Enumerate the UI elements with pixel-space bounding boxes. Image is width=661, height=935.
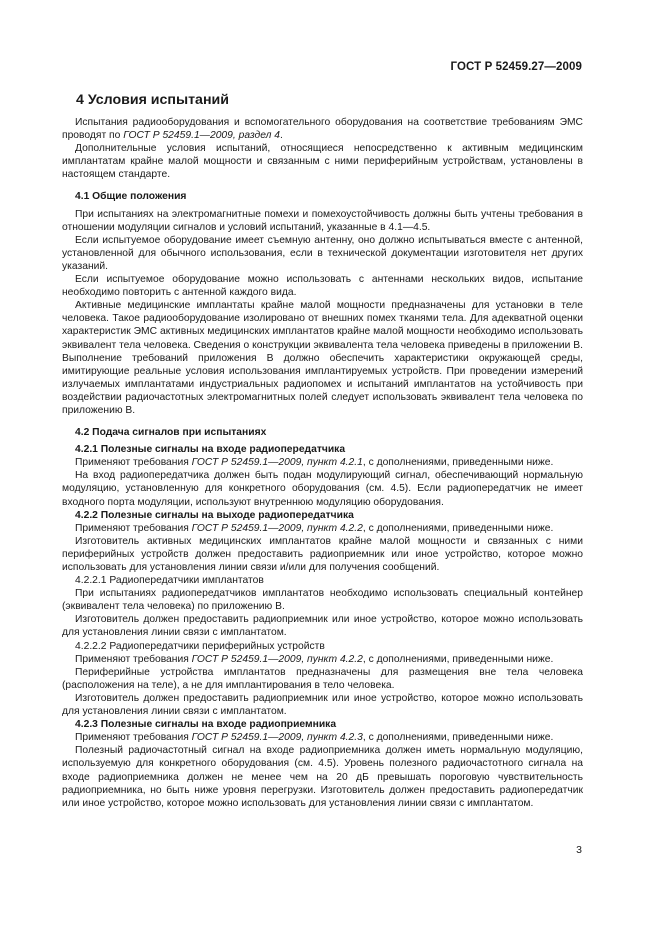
paragraph: Применяют требования ГОСТ Р 52459.1—2009, пункт 4.2.1, с дополнениями, приведенными ниже.: [75, 457, 554, 469]
subsection-title: 4.2 Подача сигналов при испытаниях: [75, 427, 267, 439]
clause-title: 4.2.1 Полезные сигналы на входе радиопередатчика: [75, 444, 346, 456]
paragraph: Активные медицинские имплантаты крайне малой мощности предназначены для установки в теле человека. Такое радиооборудование изолировано от внешних помех тканями тела. Для адекватной оценки характеристик ЭМС активных медицинских имплантатов крайне малой мощности необходимо использовать эквивалент тела человека. Сведения о конструкции эквивалента тела человека приведены в приложении В. Выполнение требований приложения В должно обеспечить характеристики окружающей среды, имитирующие реальные условия использования имплантируемых устройств. При проведении измерений излучаемых имплантатами индустриальных радиопомех и испытаний имплантатов на устойчивость при воздействии радиочастотных электромагнитных полей следует использовать эквивалент тела человека по приложению В.: [62, 300, 583, 416]
page-number: 3: [576, 844, 582, 856]
standard-reference: ГОСТ Р 52459.1—2009, пункт 4.2.2: [191, 653, 363, 665]
paragraph: Применяют требования ГОСТ Р 52459.1—2009, пункт 4.2.2, с дополнениями, приведенными ниже.: [75, 653, 554, 665]
paragraph: Если испытуемое оборудование можно использовать с антеннами нескольких видов, испытание необходимо повторить с антенной каждого вида.: [62, 274, 583, 299]
paragraph: Дополнительные условия испытаний, относящиеся непосредственно к активным медицинским имплантатам крайне малой мощности и связанным с ними периферийным устройствам, установлены в настоящем стандарте.: [62, 143, 583, 181]
paragraph: Полезный радиочастотный сигнал на входе радиоприемника должен иметь нормальную модуляцию, используемую для конкретного оборудования (см. 4.5). Уровень полезного радиочастотного сигнала на входе радиоприемника должен не менее чем на 20 дБ превышать пороговую чувствительность радиоприемника, но быть ниже уровня перегрузки. Изготовитель должен предоставить радиопередатчик или иное устройство, которое можно использовать для установления линии связи с имплантатом.: [62, 745, 583, 809]
document-body: [62, 91, 583, 810]
paragraph: Применяют требования ГОСТ Р 52459.1—2009, пункт 4.2.2, с дополнениями, приведенными ниже.: [75, 522, 554, 534]
paragraph: При испытаниях на электромагнитные помехи и помехоустойчивость должны быть учтены требования в отношении модуляции сигналов и условий испытаний, указанные в 4.1—4.5.: [62, 208, 583, 233]
paragraph: Испытания радиооборудования и вспомогательного оборудования на соответствие требованиям ЭМС проводят по ГОСТ Р 52459.1—2009, раздел 4.: [62, 117, 583, 142]
paragraph: Применяют требования ГОСТ Р 52459.1—2009, пункт 4.2.3, с дополнениями, приведенными ниже.: [75, 732, 554, 744]
standard-reference: ГОСТ Р 52459.1—2009, пункт 4.2.3: [191, 732, 363, 744]
paragraph: Если испытуемое оборудование имеет съемную антенну, оно должно испытываться вместе с антенной, установленной для обычного использования, если в технической документации изготовителя нет других указаний.: [62, 234, 583, 272]
section-title: 4 Условия испытаний: [76, 92, 229, 108]
paragraph: При испытаниях радиопередатчиков имплантатов необходимо использовать специальный контейнер (эквивалент тела человека) по приложению В.: [62, 588, 583, 613]
subsection-title: 4.1 Общие положения: [75, 191, 187, 203]
paragraph: Изготовитель активных медицинских имплантатов крайне малой мощности и связанных с ними периферийных устройств должен предоставить радиоприемник или иное устройство, которое можно использовать для установления линии связи и/или для получения сообщений.: [62, 535, 583, 573]
paragraph: Изготовитель должен предоставить радиоприемник или иное устройство, которое можно использовать для установления линии связи с имплантатом.: [62, 692, 583, 718]
paragraph: Периферийные устройства имплантатов предназначены для размещения вне тела человека (расположения на теле), а не для имплантирования в тело человека.: [62, 666, 583, 691]
paragraph: Изготовитель должен предоставить радиоприемник или иное устройство, которое можно использовать для установления линии связи с имплантатом.: [62, 614, 583, 639]
paragraph: На вход радиопередатчика должен быть подан модулирующий сигнал, обеспечивающий нормальную модуляцию, установленную для конкретного оборудования (см. 4.5). Если радиопередатчик не имеет входного порта модуляции, используют внутреннюю модуляцию оборудования.: [62, 470, 583, 508]
standard-reference: ГОСТ Р 52459.1—2009, пункт 4.2.2: [191, 522, 363, 534]
clause-title: 4.2.2 Полезные сигналы на выходе радиопередатчика: [75, 509, 354, 521]
standard-reference: ГОСТ Р 52459.1—2009, пункт 4.2.1: [191, 457, 363, 469]
clause-title: 4.2.3 Полезные сигналы на входе радиоприемника: [75, 719, 337, 731]
subclause-title: 4.2.2.2 Радиопередатчики периферийных устройств: [75, 640, 325, 652]
subclause-title: 4.2.2.1 Радиопередатчики имплантатов: [75, 575, 264, 587]
document-header: ГОСТ Р 52459.27—2009: [450, 61, 582, 73]
standard-reference: ГОСТ Р 52459.1—2009, раздел 4: [123, 130, 280, 142]
